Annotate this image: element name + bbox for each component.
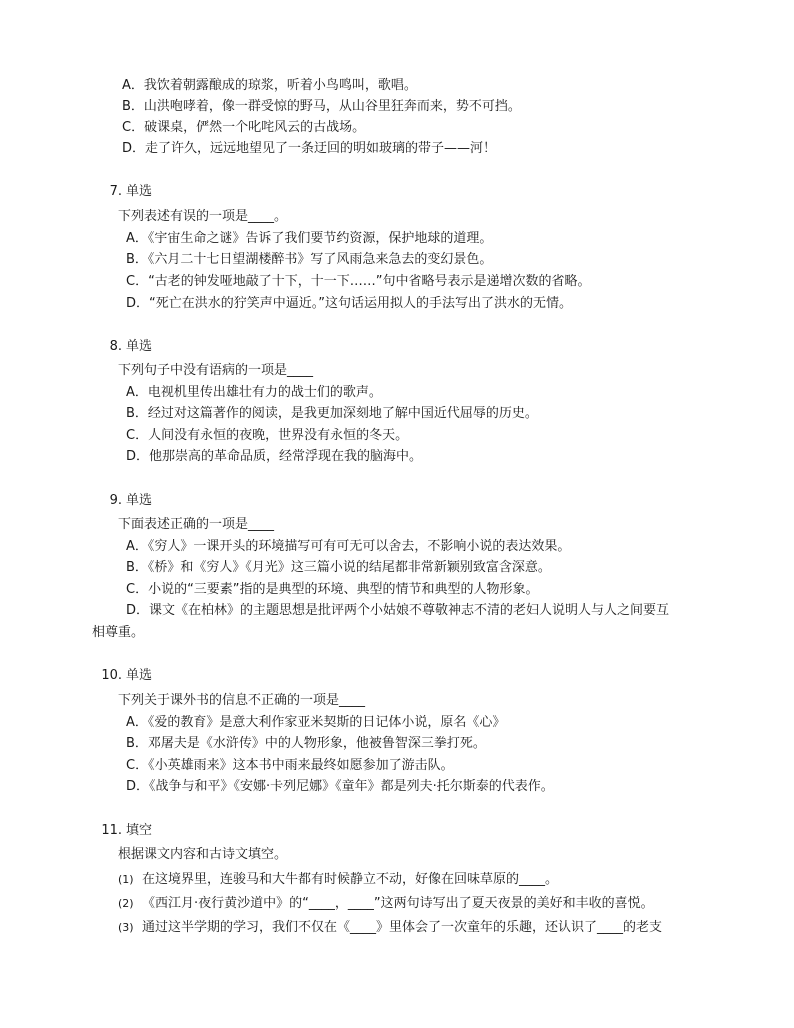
q10-option-a: A．《爱的教育》是意大利作家亚米契斯的日记体小说，原名《心》 xyxy=(126,715,506,730)
q8-type: 单选 xyxy=(126,339,153,354)
q6-option-c: C．破课桌，俨然一个叱咤风云的古战场。 xyxy=(122,120,366,135)
q11-part-2 xyxy=(118,895,654,913)
q9-option-b: B．《桥》和《穷人》《月光》这三篇小说的结尾都非常新颖别致富含深意。 xyxy=(126,560,551,575)
q9-option-d: D．课文《在柏林》的主题思想是批评两个小姑娘不尊敬神志不清的老妇人说明人与人之间要互 xyxy=(126,603,670,618)
q9-option-a: A．《穷人》一课开头的环境描写可有可无可以舍去，不影响小说的表达效果。 xyxy=(126,539,571,554)
q8-option-a: A．电视机里传出雄壮有力的战士们的歌声。 xyxy=(126,385,382,400)
q11-part-1 xyxy=(118,871,558,889)
q11-part-3-label: (3) xyxy=(118,921,134,934)
q8-option-c: C．人间没有永恒的夜晚，世界没有永恒的冬天。 xyxy=(126,428,409,443)
q10-stem: 下列关于课外书的信息不正确的一项是____ xyxy=(118,693,366,708)
q8-option-d: D．他那崇高的革命品质，经常浮现在我的脑海中。 xyxy=(126,449,423,464)
q9-type: 单选 xyxy=(126,493,153,508)
q7-option-c: C．“古老的钟发哑地敲了十下，十一下……”句中省略号表示是递增次数的省略。 xyxy=(126,274,591,289)
q11-number: 11. xyxy=(101,823,122,838)
q6-option-b: B．山洪咆哮着，像一群受惊的野马，从山谷里狂奔而来，势不可挡。 xyxy=(122,99,521,114)
q11-part-2-label: (2) xyxy=(118,897,134,910)
q11-part-1-text: 在这境界里，连骏马和大牛都有时候静立不动，好像在回味草原的____。 xyxy=(142,872,559,887)
q8-number: 8. xyxy=(109,339,122,354)
q10-type: 单选 xyxy=(126,668,153,683)
q10-option-b: B．邓屠夫是《水浒传》中的人物形象，他被鲁智深三拳打死。 xyxy=(126,736,486,751)
q7-option-d: D．“死亡在洪水的狞笑声中逼近。”这句话运用拟人的手法写出了洪水的无情。 xyxy=(126,296,572,311)
q9-option-d-continued: 相尊重。 xyxy=(92,625,145,640)
q8-option-b: B．经过对这篇著作的阅读，是我更加深刻地了解中国近代屈辱的历史。 xyxy=(126,406,538,421)
q9-option-c: C．小说的“三要素”指的是典型的环境、典型的情节和典型的人物形象。 xyxy=(126,582,539,597)
q6-option-a: A．我饮着朝露酿成的琼浆，听着小鸟鸣叫，歌唱。 xyxy=(122,78,417,93)
q7-type: 单选 xyxy=(126,184,153,199)
q7-number: 7. xyxy=(109,184,122,199)
q7-option-a: A．《宇宙生命之谜》告诉了我们要节约资源，保护地球的道理。 xyxy=(126,231,493,246)
q9-number: 9. xyxy=(109,493,122,508)
q11-part-2-text: 《西江月·夜行黄沙道中》的“____，____”这两句诗写出了夏天夜景的美好和丰收的喜悦。 xyxy=(142,896,654,911)
q10-option-c: C．《小英雄雨来》这本书中雨来最终如愿参加了游击队。 xyxy=(126,758,454,773)
q6-option-d: D．走了许久，远远地望见了一条迂回的明如玻璃的带子——河！ xyxy=(122,141,497,156)
q8-stem: 下列句子中没有语病的一项是____ xyxy=(118,363,314,378)
q11-part-3-text: 通过这半学期的学习，我们不仅在《____》里体会了一次童年的乐趣，还认识了____的老支 xyxy=(142,920,663,935)
q10-option-d: D．《战争与和平》《安娜·卡列尼娜》《童年》都是列夫·托尔斯泰的代表作。 xyxy=(126,779,554,794)
q11-header xyxy=(100,822,152,840)
q11-part-3 xyxy=(118,919,662,937)
q7-option-b: B．《六月二十七日望湖楼醉书》写了风雨急来急去的变幻景色。 xyxy=(126,252,493,267)
q7-stem: 下列表述有误的一项是____。 xyxy=(118,209,288,224)
q11-type: 填空 xyxy=(126,823,153,838)
q7-header xyxy=(100,183,152,201)
q8-header xyxy=(100,338,152,356)
q11-stem: 根据课文内容和古诗文填空。 xyxy=(118,847,288,862)
q9-header xyxy=(100,492,152,510)
q11-part-1-label: (1) xyxy=(118,873,134,886)
q9-stem: 下面表述正确的一项是____ xyxy=(118,517,275,532)
q10-number: 10. xyxy=(101,668,122,683)
q10-header xyxy=(100,667,152,685)
